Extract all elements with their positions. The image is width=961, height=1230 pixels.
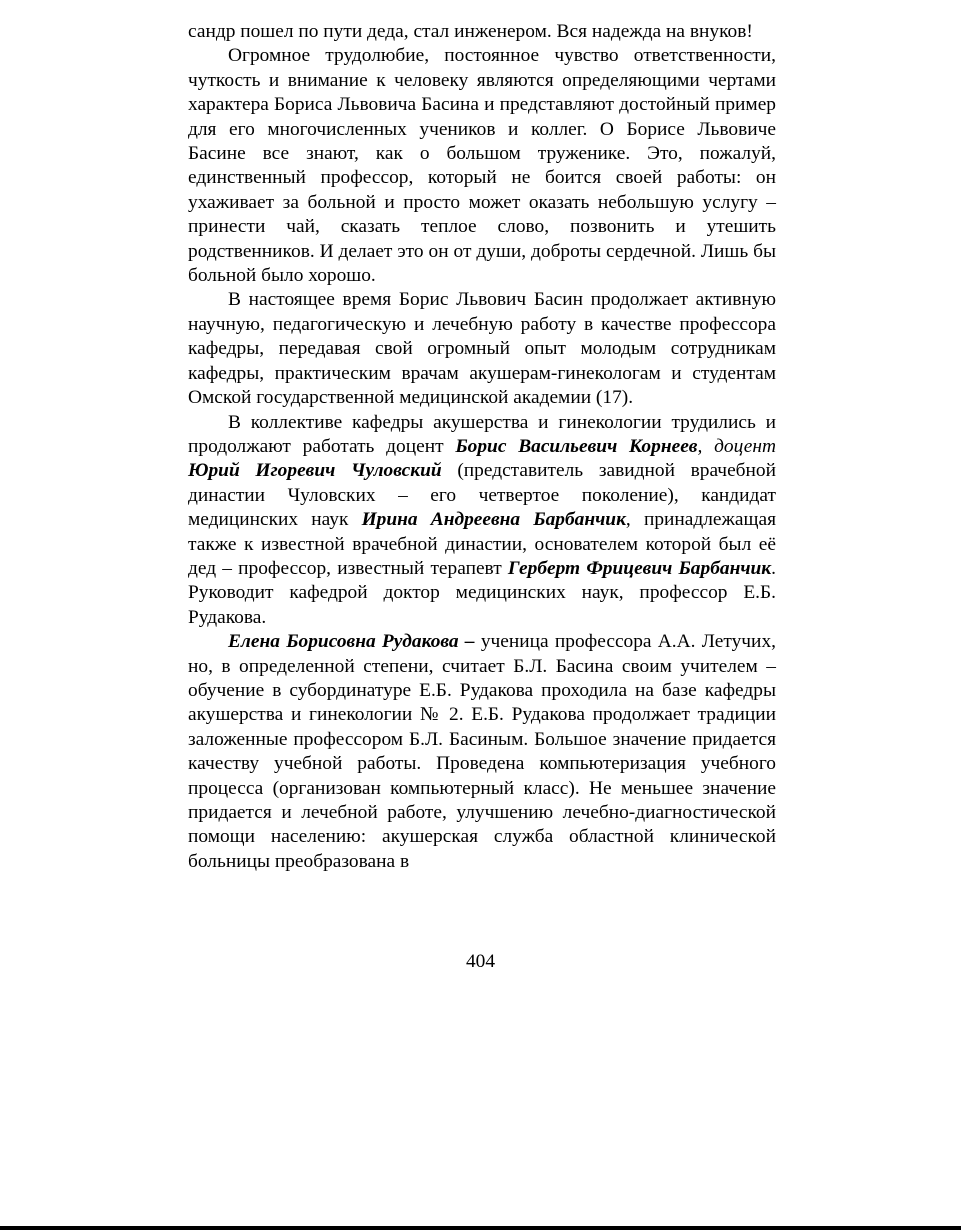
paragraph-3	[188, 288, 776, 410]
paragraph-1	[188, 20, 776, 44]
bottom-scan-border	[0, 1226, 961, 1230]
text-run: . Руководит кафедрой доктор медицинских наук, профессор Е.Б. Рудакова.	[188, 557, 776, 628]
paragraph-2	[188, 44, 776, 288]
person-name: Елена Борисовна Рудакова –	[228, 631, 475, 653]
person-name: Борис Васильевич Корнеев	[455, 435, 698, 457]
text-run: (представитель завидной врачебной династии Чуловских – его четвертое поколение), кандидат медицинских наук	[188, 460, 776, 531]
person-name: Герберт Фрицевич Барбанчик	[507, 557, 772, 579]
page-number: 404	[465, 951, 496, 972]
italic-text: доцент	[714, 435, 776, 457]
text-run: ученица профессора А.А. Летучих, но, в определенной степени, считает Б.Л. Басина своим учителем – обучение в субординатуре Е.Б. Рудакова проходила на базе кафедры акушерства и гинекологии № 2. Е.Б. Рудакова продолжает традиции заложенные профессором Б.Л. Басиным. Большое значение придается качеству учебной работы. Проведена компьютеризация учебного процесса (организован компьютерный класс). Не меньшее значение придается и лечебной работе, улучшению лечебно-диагностической помощи населению: акушерская служба областной клинической больницы преобразована в	[188, 631, 776, 872]
text-run: В коллективе кафедры акушерства и гинекологии трудились и продолжают работать доцент	[188, 411, 776, 457]
text-run: сандр пошел по пути деда, стал инженером. Вся надежда на внуков!	[188, 21, 753, 42]
person-name: Юрий Игоревич Чуловский	[188, 460, 442, 482]
italic-text: ,	[697, 435, 715, 457]
person-name: Ирина Андреевна Барбанчик	[361, 509, 626, 531]
page-text	[188, 20, 776, 874]
text-run: В настоящее время Борис Львович Басин продолжает активную научную, педагогическую и лечебную работу в качестве профессора кафедры, передавая свой огромный опыт молодым сотрудникам кафедры, практическим врачам акушерам-гинекологам и студентам Омской государственной медицинской академии (17).	[188, 289, 776, 409]
paragraph-4	[188, 411, 776, 631]
text-run: Огромное трудолюбие, постоянное чувство ответственности, чуткость и внимание к человеку являются определяющими чертами характера Бориса Львовича Басина и представляют достойный пример для его многочисленных учеников и коллег. О Борисе Львовиче Басине все знают, как о большом труженике. Это, пожалуй, единственный профессор, который не боится своей работы: он ухаживает за больной и просто может оказать небольшую услугу – принести чай, сказать теплое слово, позвонить и утешить родственников. И делает это он от души, доброты сердечной. Лишь бы больной было хорошо.	[188, 45, 776, 287]
paragraph-5	[188, 630, 776, 874]
text-run: , принадлежащая также к известной врачебной династии, основателем которой был её дед – профессор, известный терапевт	[188, 509, 776, 579]
